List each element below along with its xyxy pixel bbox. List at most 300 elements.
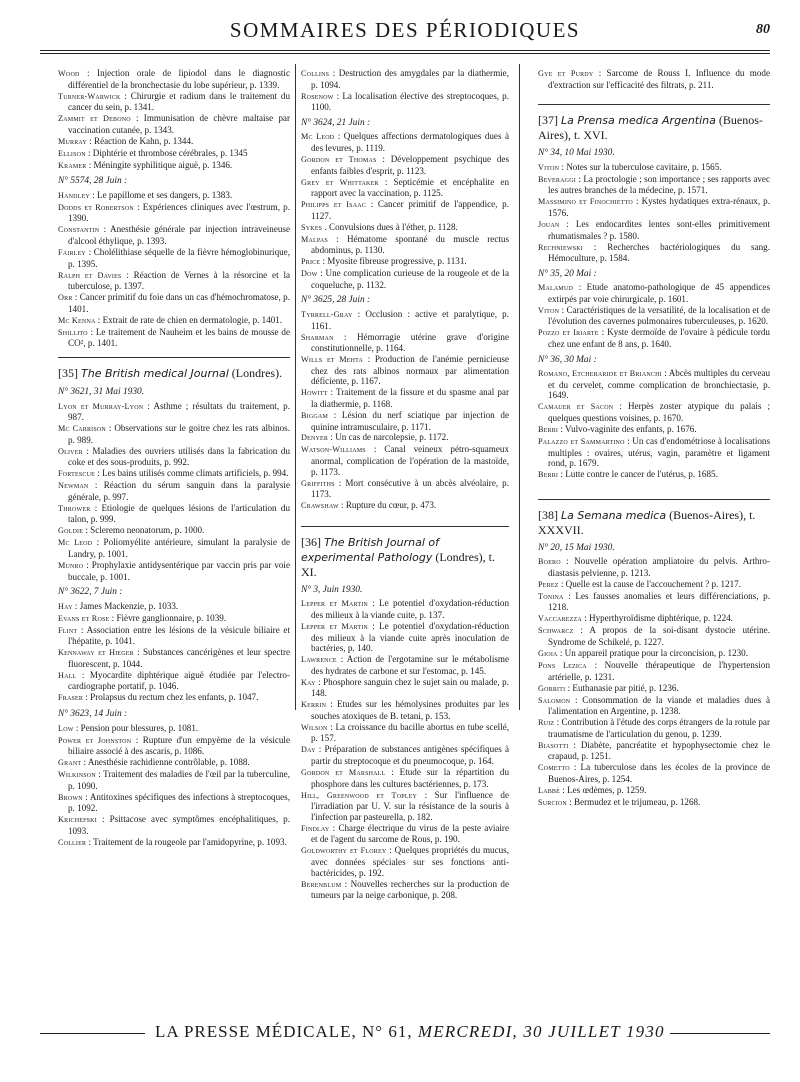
entry	[538, 625, 770, 647]
entry	[301, 256, 509, 268]
entry-title: : A propos de la soi-disant dystocie utérine. Syndrome de Schikelé, p. 1227.	[548, 625, 770, 648]
entry	[301, 598, 509, 620]
entry	[301, 222, 509, 234]
entry-authors: Griffiths	[301, 478, 335, 488]
entry	[301, 621, 509, 654]
entry-title: : Hématome spontané du muscle rectus abdominus, p. 1130.	[311, 233, 509, 256]
entry-title: : Contribution à l'étude des corps étrangers de la rotule par traumatisme de l'articulation du genou, p. 1239.	[548, 717, 770, 739]
issue-heading: N° 3623, 14 Juin :	[58, 709, 128, 720]
entry-authors: Munro	[58, 560, 84, 570]
entry	[301, 767, 509, 789]
entry-authors: Berenblum	[301, 879, 342, 889]
entry-title: : Quelle est la cause de l'accouchement ? p. 1217.	[558, 578, 741, 589]
entry	[58, 148, 290, 160]
entry-authors: Philipps et Isaac	[301, 200, 366, 210]
entry	[58, 560, 290, 582]
entry-authors: Surcion	[538, 797, 567, 807]
entry	[58, 468, 290, 480]
entry-title: : Sarcome de Rouss I. Influence du mode d'extraction sur l'efficacité des filtrats, p. 211.	[548, 68, 770, 90]
entry	[58, 224, 290, 246]
entry	[301, 699, 509, 721]
entry	[58, 480, 290, 502]
entry-title: : Bermudez et le trijumeau, p. 1268.	[566, 796, 701, 807]
entry-title: : Herpès zoster atypique du palais ; quelques questions voisines, p. 1670.	[548, 401, 770, 423]
entry	[301, 845, 509, 878]
entry-authors: Ralph et Davies	[58, 270, 122, 280]
entry-authors: Rosenow	[301, 91, 334, 101]
entry-title: : Le potentiel d'oxydation-réduction des milieux à la viande cuite après inoculation de bactéries, p. 140.	[311, 620, 509, 654]
issue-heading: N° 3, Juin 1930.	[301, 584, 363, 595]
entry	[58, 503, 290, 525]
entry	[301, 387, 509, 409]
entry-authors: Goldie	[58, 526, 84, 536]
entry	[58, 525, 290, 537]
entry	[538, 740, 770, 762]
entry-authors: Day	[301, 745, 316, 755]
entry-authors: Rechniewski	[538, 242, 583, 252]
entry-title: : Chirurgie et radium dans le traitement du cancer du sein, p. 1341.	[68, 90, 290, 113]
journal-place: (Londres), t. XI.	[301, 549, 495, 579]
entry	[538, 762, 770, 784]
entry	[58, 735, 290, 757]
entry-title: : Anesthésie générale par injection intraveineuse d'alcool éthylique, p. 1393.	[68, 224, 290, 247]
entry-authors: Beveraggi	[538, 174, 576, 184]
entry	[301, 790, 509, 823]
entry	[538, 785, 770, 797]
entry-authors: Pozzo et Iriarte	[538, 328, 599, 338]
entry-authors: Berri	[538, 470, 559, 480]
column-3	[538, 68, 770, 809]
entry	[58, 202, 290, 224]
journal-number: [36]	[301, 534, 321, 549]
entry-title: : Prophylaxie antidysentérique par vaccin pris par voie buccale, p. 1001.	[68, 559, 290, 582]
entry-authors: Oliver	[58, 446, 83, 456]
entry-title: : Injection orale de lipiodol dans le diagnostic différentiel de la bronchectasie du lobe supérieur, p. 1339.	[68, 68, 290, 90]
entry-authors: Krichefski	[58, 815, 97, 825]
entry-title: : Fièvre ganglionnaire, p. 1039.	[109, 612, 227, 623]
entry	[301, 154, 509, 176]
page-number: 80	[756, 22, 770, 37]
entry	[301, 68, 509, 90]
journal-name: The British medical Journal	[81, 366, 229, 380]
entry-authors: Biggam	[301, 410, 328, 420]
entry-title: : Diabète, pancréatite et hypophysectomie chez le crapaud, p. 1251.	[548, 739, 770, 762]
page-title: SOMMAIRES DES PÉRIODIQUES	[229, 18, 581, 42]
entry-authors: Findlay	[301, 823, 330, 833]
entry	[58, 814, 290, 836]
entry-title: : Antitoxines spécifiques des infections à streptocoques, p. 1092.	[68, 791, 290, 814]
entry-title: : La proctologie ; son importance ; ses rapports avec les autres branches de la médecine, p. 1571.	[548, 173, 770, 196]
entry	[301, 444, 509, 477]
entry-title: : Les œdèmes, p. 1259.	[560, 784, 647, 795]
entry-authors: Gye et Purdy	[538, 69, 594, 78]
entry-title: : La localisation élective des streptocoques, p. 1100.	[311, 90, 509, 113]
entry	[538, 401, 770, 423]
entry	[301, 177, 509, 199]
entry-authors: Viton	[538, 305, 560, 315]
entry-title: : Etude anatomo-pathologique de 45 appendices extirpés par voie chirurgicale, p. 1601.	[548, 282, 770, 304]
journal-heading-36	[301, 526, 509, 579]
entry-authors: Collins	[301, 69, 330, 78]
entry-authors: Massimino et Finochietto	[538, 197, 633, 207]
entry-title: : Consommation de la viande et maladies dues à l'alimentation en Argentine, p. 1238.	[548, 694, 770, 717]
entry-authors: Orr	[58, 293, 73, 303]
entry-authors: Kay	[301, 677, 316, 687]
entry	[538, 162, 770, 174]
entry	[301, 879, 509, 901]
journal-heading-37	[538, 104, 770, 142]
entry-title: : Réaction du sérum sanguin dans la paralysie générale, p. 997.	[68, 480, 290, 502]
entry-authors: Palazzo et Sammartino	[538, 436, 625, 446]
entry-title: : Nouvelle thérapeutique de l'hypertension artérielle, p. 1231.	[548, 660, 771, 682]
entry	[301, 309, 509, 331]
entry	[58, 160, 290, 172]
entry-title: : Kyste dermoïde de l'ovaire à pédicule tordu chez une enfant de 8 ans, p. 1640.	[548, 327, 770, 350]
footer-rule-left	[40, 1033, 145, 1034]
entry-authors: Gordon et Marshall	[301, 768, 386, 778]
entry-title: : Le potentiel d'oxydation-réduction des milieux à la viande cuite, p. 137.	[311, 598, 509, 620]
entry-title: : Immunisation de chèvre maltaise par vaccination cutanée, p. 1343.	[68, 113, 290, 135]
footer-journal: LA PRESSE MÉDICALE,	[155, 1022, 357, 1041]
entry	[301, 722, 509, 744]
entry-title: : Recherches bactériologiques du sang. Hémoculture, p. 1584.	[548, 241, 770, 264]
entry	[58, 292, 290, 314]
entry-authors: Wood	[58, 69, 80, 78]
entry-title: : Destruction des amygdales par la diathermie, p. 1094.	[311, 68, 509, 90]
entry-title: : Cholélithiase séquelle de la fièvre hémoglobinurique, p. 1395.	[68, 247, 290, 269]
page-footer	[40, 1022, 770, 1044]
entry	[301, 478, 509, 500]
journal-place: (Londres).	[231, 365, 283, 380]
entry-title: : Une complication curieuse de la rougeole et de la coqueluche, p. 1132.	[311, 268, 509, 290]
header-rule-2	[40, 53, 770, 54]
entry-title: : Traitement de la rougeole par l'amidopyrine, p. 1093.	[86, 836, 287, 847]
entry-authors: Mc Leod	[301, 132, 335, 142]
entry-authors: Ellison	[58, 148, 86, 158]
journal-number: [38]	[538, 507, 558, 522]
entry-title: : Le traitement de Nauheim et les bains de mousse de CO², p. 1401.	[68, 326, 290, 349]
entry-title: : Association entre les lésions de la vésicule biliaire et l'hépatite, p. 1041.	[68, 624, 290, 647]
entry-authors: Thrower	[58, 503, 91, 513]
entry-authors: Wills et Mehta	[301, 355, 364, 365]
entry	[58, 270, 290, 292]
entry-title: : Pension pour blessures, p. 1081.	[73, 722, 199, 733]
entry-title: : Canal veineux pétro-squameux anormal, complication de l'opération de la mastoïde, p. 1173.	[311, 444, 509, 477]
entry-authors: Brown	[58, 792, 83, 802]
entry-authors: Dow	[301, 269, 318, 279]
entry	[58, 446, 290, 468]
journal-place: (Buenos-Aires), t. XVI.	[538, 113, 763, 143]
entry-title: : Les endocardites lentes sont-elles primitivement rhumatismales ? p. 1580.	[548, 218, 770, 241]
entry	[58, 601, 290, 613]
entry	[538, 660, 770, 682]
entry	[538, 695, 770, 717]
entry	[301, 744, 509, 766]
entry	[58, 190, 290, 202]
issue-heading: N° 5574, 28 Juin :	[58, 176, 128, 187]
entry-title: : Réaction de Kahn, p. 1344.	[86, 135, 194, 146]
entry-title: : Scleremo neonatorum, p. 1000.	[83, 525, 205, 536]
entry-authors: Gorriti	[538, 683, 566, 693]
entry-authors: Hill, Greenwood et Topley	[301, 790, 418, 800]
entry-authors: Grant	[58, 758, 82, 768]
entry	[301, 410, 509, 432]
entry	[58, 625, 290, 647]
entry-title: : Etudes sur les hémolysines produites par les souches atoxiques de B. tetani, p. 153.	[311, 699, 509, 721]
entry-authors: Price	[301, 257, 321, 267]
entry	[538, 613, 770, 625]
entry	[538, 648, 770, 660]
entry-authors: Denyer	[301, 433, 329, 443]
journal-name: La Semana medica	[561, 508, 667, 522]
entry-authors: Malamud	[538, 283, 574, 293]
entry-authors: Camauer et Sacon	[538, 402, 614, 412]
entry-authors: Vaccarezza	[538, 614, 582, 624]
entry-authors: Lepper et Martin	[301, 599, 368, 609]
entry	[538, 591, 770, 613]
entry-authors: Perez	[538, 579, 559, 589]
entry-title: : Etiologie de quelques lésions de l'articulation du talon, p. 999.	[68, 502, 290, 525]
issue-heading: N° 3624, 21 Juin :	[301, 117, 371, 128]
entry-authors: Cometto	[538, 763, 570, 773]
entry-authors: Ruiz	[538, 718, 555, 728]
entry-authors: Mc Leod	[58, 538, 93, 548]
entry-authors: Lepper et Martin	[301, 621, 368, 631]
entry	[538, 305, 770, 327]
entry-authors: Howitt	[301, 388, 328, 398]
entry-authors: Murray	[58, 136, 87, 146]
column-divider-2	[519, 64, 520, 710]
entry	[538, 174, 770, 196]
entry-authors: Kennaway et Hieger	[58, 648, 134, 658]
entry-title: : Anesthésie rachidienne contrôlable, p. 1088.	[81, 757, 250, 768]
entry	[58, 327, 290, 349]
entry	[301, 654, 509, 676]
entry-title: : Maladies des ouvriers utilisés dans la fabrication du coke et des sous-produits, p. 992.	[68, 445, 290, 468]
entry-authors: Kramer	[58, 160, 87, 170]
issue-heading: N° 36, 30 Mai :	[538, 354, 597, 365]
entry-authors: Fortescue	[58, 469, 95, 479]
entry-title: : Psittacose avec symptômes encéphalitiques, p. 1093.	[68, 814, 290, 836]
entry-authors: Newman	[58, 481, 89, 491]
entry	[58, 113, 290, 135]
page-header	[40, 18, 770, 44]
entry	[301, 332, 509, 354]
entry	[538, 469, 770, 481]
entry-authors: Constantin	[58, 225, 100, 235]
entry-authors: Mc Kenna	[58, 315, 96, 325]
entry-title: : Observations sur le goitre chez les rats albinos. p. 989.	[68, 423, 290, 445]
column-divider-1	[295, 64, 296, 710]
entry	[58, 136, 290, 148]
entry-title: : Expériences cliniques avec l'œstrum, p. 1390.	[68, 201, 290, 224]
entry	[58, 247, 290, 269]
entry-title: : Kystes hydatiques extra-rénaux, p. 1576.	[548, 196, 770, 218]
issue-heading: N° 3622, 7 Juin :	[58, 587, 123, 598]
entry-title: : Extrait de rate de chien en dermatologie, p. 1401.	[95, 314, 283, 325]
entry-title: : Prolapsus du rectum chez les enfants, p. 1047.	[83, 692, 259, 703]
entry-authors: Evans et Rose	[58, 613, 110, 623]
entry-title: : Hyperthyroïdisme diphtérique, p. 1224.	[581, 613, 733, 624]
entry	[538, 683, 770, 695]
entry	[58, 769, 290, 791]
entry	[58, 537, 290, 559]
entry-authors: Berri	[538, 424, 559, 434]
entry	[538, 717, 770, 739]
entry-authors: Kerrin	[301, 700, 327, 710]
entry	[538, 424, 770, 436]
journal-number: [35]	[58, 365, 78, 380]
entry	[301, 234, 509, 256]
entry-authors: Pons Lezica	[538, 661, 587, 670]
entry-authors: Hay	[58, 601, 73, 611]
entry	[301, 91, 509, 113]
entry-title: : Notes sur la tuberculose cavitaire, p. 1565.	[559, 161, 722, 172]
entry-authors: Collier	[58, 837, 87, 847]
entry-title: : Caractéristiques de la versatilité, de la localisation et de l'évolution des cavernes pulmonaires tuberculeuses, p. 1620.	[548, 304, 770, 327]
entry-authors: Lyon et Murray-Lyon	[58, 401, 144, 411]
entry-authors: Viton	[538, 162, 560, 172]
entry-title: : Production de l'anémie pernicieuse chez des rats albinos normaux par alimentation déficiente, p. 1167.	[311, 354, 509, 387]
entry-authors: Gioia	[538, 649, 558, 659]
entry	[301, 354, 509, 387]
entry-authors: Crawshaw	[301, 501, 339, 511]
entry-authors: Mc Carrison	[58, 424, 106, 434]
entry-title: : Un cas d'endométriose à localisations multiples : ovaires, utérus, vagin, paramètre et ligament rond, p. 1679.	[548, 435, 770, 469]
entry	[58, 68, 290, 90]
entry-title: : Cancer primitif du foie dans un cas d'hémochromatose, p. 1401.	[68, 292, 290, 314]
entry-authors: Jouan	[538, 219, 560, 229]
entry-authors: Labbé	[538, 785, 561, 795]
entry-title: : Action de l'ergotamine sur le métabolisme des hydrates de carbone et sur l'estomac, p. 145.	[311, 654, 509, 676]
entry-authors: Gordon et Thomas	[301, 154, 377, 164]
entry-title: : Substances cancérigènes et leur spectre fluorescent, p. 1044.	[68, 647, 291, 669]
entry-title: : Traitement de la fissure et du spasme anal par la diathermie, p. 1168.	[311, 387, 509, 409]
journal-heading-38	[538, 499, 770, 537]
entry-title: : Sur l'influence de l'irradiation par U. V. sur la résistance de la souris à l'infection par pasteurella, p. 182.	[311, 789, 509, 822]
entry-authors: Dodds et Robertson	[58, 202, 134, 212]
entry	[58, 757, 290, 769]
entry	[538, 219, 770, 241]
entry-authors: Fairley	[58, 248, 86, 258]
entry-authors: Grey et Whittaker	[301, 177, 379, 187]
entry	[538, 556, 770, 578]
entry	[58, 692, 290, 704]
entry	[58, 315, 290, 327]
entry-title: : Myocardite diphtérique aiguë étudiée par l'electro-cardiographe portatif, p. 1046.	[68, 669, 290, 692]
journal-place: (Buenos-Aires), t. XXXVII.	[538, 507, 756, 537]
entry	[58, 670, 290, 692]
entry-authors: Wilkinson	[58, 770, 96, 780]
entry-title: : Méningite syphilitique aiguë, p. 1346.	[86, 159, 233, 170]
entry-title: : Poliomyélite antérieure, simulant la paralysie de Landry, p. 1001.	[68, 537, 290, 559]
entry	[58, 792, 290, 814]
entry-authors: Sykes	[301, 222, 323, 232]
entry-authors: Low	[58, 723, 74, 733]
entry-title: : Nouvelles recherches sur la production de tumeurs par la neige carbonique, p. 208.	[311, 878, 509, 901]
entry	[538, 282, 770, 304]
column-2	[301, 68, 509, 901]
entry	[58, 647, 290, 669]
entry-authors: Handley	[58, 190, 90, 200]
entry	[538, 68, 770, 90]
footer-text	[155, 1022, 665, 1042]
entry-title: : Hémorragie utérine grave d'origine constitutionnelle, p. 1164.	[311, 331, 509, 354]
entry-authors: Lawrence	[301, 655, 337, 665]
entry-title: : Les bains utilisés comme climats artificiels, p. 994.	[95, 468, 289, 479]
entry	[301, 131, 509, 153]
entry-title: : Charge électrique du virus de la peste aviaire et de l'agent du sarcome de Rous, p. 190.	[311, 822, 509, 845]
entry-authors: Watson-Williams	[301, 445, 366, 455]
entry-authors: Shillito	[58, 327, 88, 337]
entry-title: : Lésion du nerf sciatique par injection de quinine intramusculaire, p. 1171.	[311, 409, 509, 432]
entry-authors: Malpas	[301, 234, 328, 244]
entry-authors: Hall	[58, 670, 77, 680]
entry-title: : La tuberculose dans les écoles de la province de Buenos-Aires, p. 1254.	[548, 762, 770, 784]
entry-authors: Salomon	[538, 695, 571, 705]
column-1	[58, 68, 290, 849]
entry-title: . Convulsions dues à l'éther, p. 1128.	[322, 221, 458, 232]
entry	[538, 368, 770, 401]
entry-title: : Myosite fibreuse progressive, p. 1131.	[320, 256, 467, 267]
entry-authors: Schwarcz	[538, 626, 574, 636]
entry	[538, 436, 770, 469]
journal-number: [37]	[538, 113, 558, 128]
entry	[58, 837, 290, 849]
entry-title: : Asthme ; résultats du traitement, p. 987.	[68, 400, 290, 423]
entry-title: : Septicémie et encéphalite en rapport avec la vaccination, p. 1125.	[311, 176, 509, 199]
entry	[538, 579, 770, 591]
entry-title: : Phosphore sanguin chez le sujet sain ou malade, p. 148.	[311, 676, 509, 699]
issue-heading: N° 34, 10 Mai 1930.	[538, 148, 615, 159]
entry-title: : Occlusion : active et paralytique, p. 1161.	[311, 309, 509, 331]
entry-authors: Boero	[538, 557, 561, 567]
entry	[301, 677, 509, 699]
entry-title: : La croissance du bacille abortus en tube scellé, p. 157.	[311, 721, 509, 744]
entry-authors: Wilson	[301, 722, 328, 732]
issue-heading: N° 35, 20 Mai :	[538, 268, 597, 279]
entry	[301, 500, 509, 512]
entry-authors: Sharman	[301, 332, 334, 342]
entry-authors: Biasotti	[538, 740, 569, 750]
entry-title: : Traitement des maladies de l'œil par la tuberculine, p. 1090.	[68, 769, 290, 791]
entry-title: : Lutte contre le cancer de l'utérus, p. 1685.	[558, 469, 718, 480]
entry-authors: Tonina	[538, 591, 564, 601]
entry	[301, 432, 509, 444]
entry	[538, 196, 770, 218]
issue-heading: N° 3621, 31 Mai 1930.	[58, 386, 145, 397]
entry-authors: Power et Johnston	[58, 735, 132, 745]
entry-title: : Un cas de narcolepsie, p. 1172.	[328, 432, 449, 443]
entry-title: : Le papillome et ses dangers, p. 1383.	[89, 189, 233, 200]
entry	[538, 327, 770, 349]
entry	[58, 91, 290, 113]
entry-title: : Un appareil pratique pour la circoncision, p. 1230.	[557, 648, 748, 659]
entry-authors: Goldworthy et Florey	[301, 846, 387, 856]
entry-title: : Rupture d'un empyème de la vésicule biliaire associé à des ascaris, p. 1086.	[68, 734, 290, 757]
entry-title: : Abcès multiples du cerveau et du cervelet, comme complication de bronchiectasie, p. 1649.	[548, 368, 771, 401]
entry-title: : Quelques affections dermatologiques dues à des levures, p. 1119.	[311, 131, 509, 153]
entry-authors: Zammit et Debono	[58, 114, 131, 124]
journal-heading-35	[58, 357, 290, 381]
entry	[538, 797, 770, 809]
entry-title: : James Mackenzie, p. 1033.	[72, 600, 179, 611]
entry-authors: Fraser	[58, 693, 84, 703]
entry-authors: Romano, Etcheraride et Brianchi	[538, 369, 662, 379]
issue-heading: N° 20, 15 Mai 1930.	[538, 542, 615, 553]
footer-number: N° 61,	[362, 1022, 413, 1041]
entry-title: : Développement psychique des enfants faibles d'esprit, p. 1123.	[311, 153, 509, 176]
